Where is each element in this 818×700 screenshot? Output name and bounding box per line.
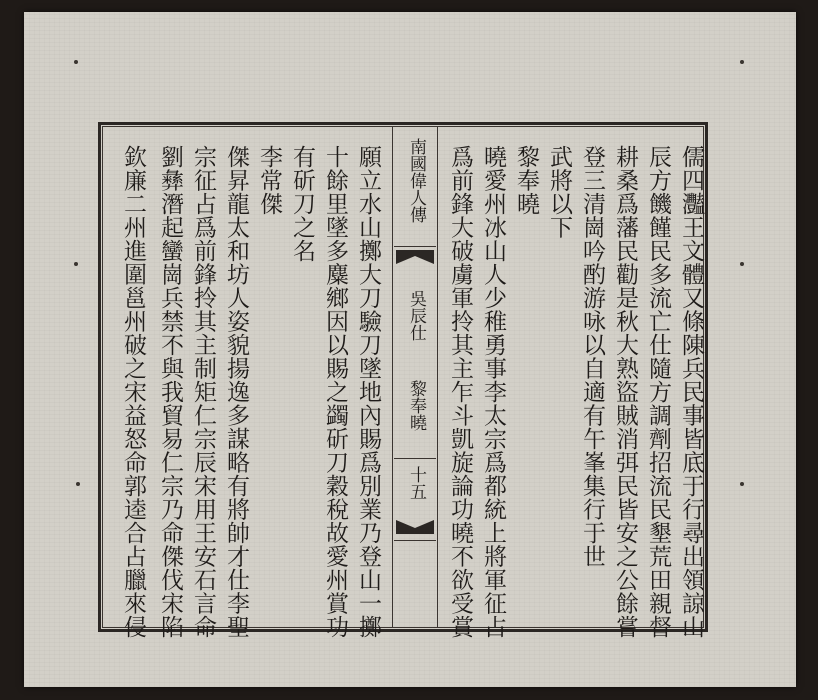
text-column: 武將以下 <box>546 145 572 239</box>
page-number: 十五 <box>406 466 426 500</box>
binding-hole <box>74 60 78 64</box>
binding-hole <box>740 482 744 486</box>
subject-name: 黎奉曉 <box>406 380 426 431</box>
text-column: 傑昇龍太和坊人姿貌揚逸多謀略有將帥才仕李聖 <box>223 145 249 639</box>
binding-hole <box>740 60 744 64</box>
text-column: 辰方饑饉民多流亡仕隨方調劑招流民墾荒田親督 <box>645 145 671 639</box>
band-divider <box>394 540 436 541</box>
section-heading: 李常傑 <box>256 145 282 216</box>
binding-hole <box>740 262 744 266</box>
text-column: 劉彝潛起蠻崗兵禁不與我貿易仁宗乃命傑伐宋陷 <box>157 145 183 639</box>
fishtail-ornament <box>396 250 434 264</box>
fishtail-ornament <box>396 520 434 534</box>
book-title: 南國偉人傳 <box>406 138 426 223</box>
section-heading: 黎奉曉 <box>513 145 539 216</box>
text-column: 欽廉二州進圍邕州破之宋益怒命郭逵合占臘來侵 <box>120 145 146 639</box>
binding-hole <box>74 262 78 266</box>
text-column: 登三清崗吟酌游咏以自適有午峯集行于世 <box>579 145 605 568</box>
text-column: 十餘里墜多麋鄉因以賜之蠲斫刀穀稅故愛州賞功 <box>322 145 348 639</box>
text-column: 有斫刀之名 <box>289 145 315 263</box>
text-column: 曉愛州冰山人少稚勇事李太宗爲都統上將軍征占 <box>480 145 506 639</box>
text-column: 儒四灩王文體又條陳兵民事皆底于行尋出領諒山 <box>678 145 704 639</box>
band-divider <box>394 246 436 247</box>
text-column: 願立水山擲大刀驗刀墜地內賜爲別業乃登山一擲 <box>355 145 381 639</box>
text-column: 耕桑爲藩民勸是秋大熟盜賊消弭民皆安之公餘嘗 <box>612 145 638 639</box>
text-column: 爲前鋒大破虜軍拎其主乍斗凱旋論功曉不欲受賞 <box>447 145 473 639</box>
chapter-name: 吳辰仕 <box>406 290 426 341</box>
band-divider <box>394 458 436 459</box>
binding-hole <box>76 482 80 486</box>
text-column: 宗征占爲前鋒拎其主制矩仁宗辰宋用王安石言命 <box>190 145 216 639</box>
